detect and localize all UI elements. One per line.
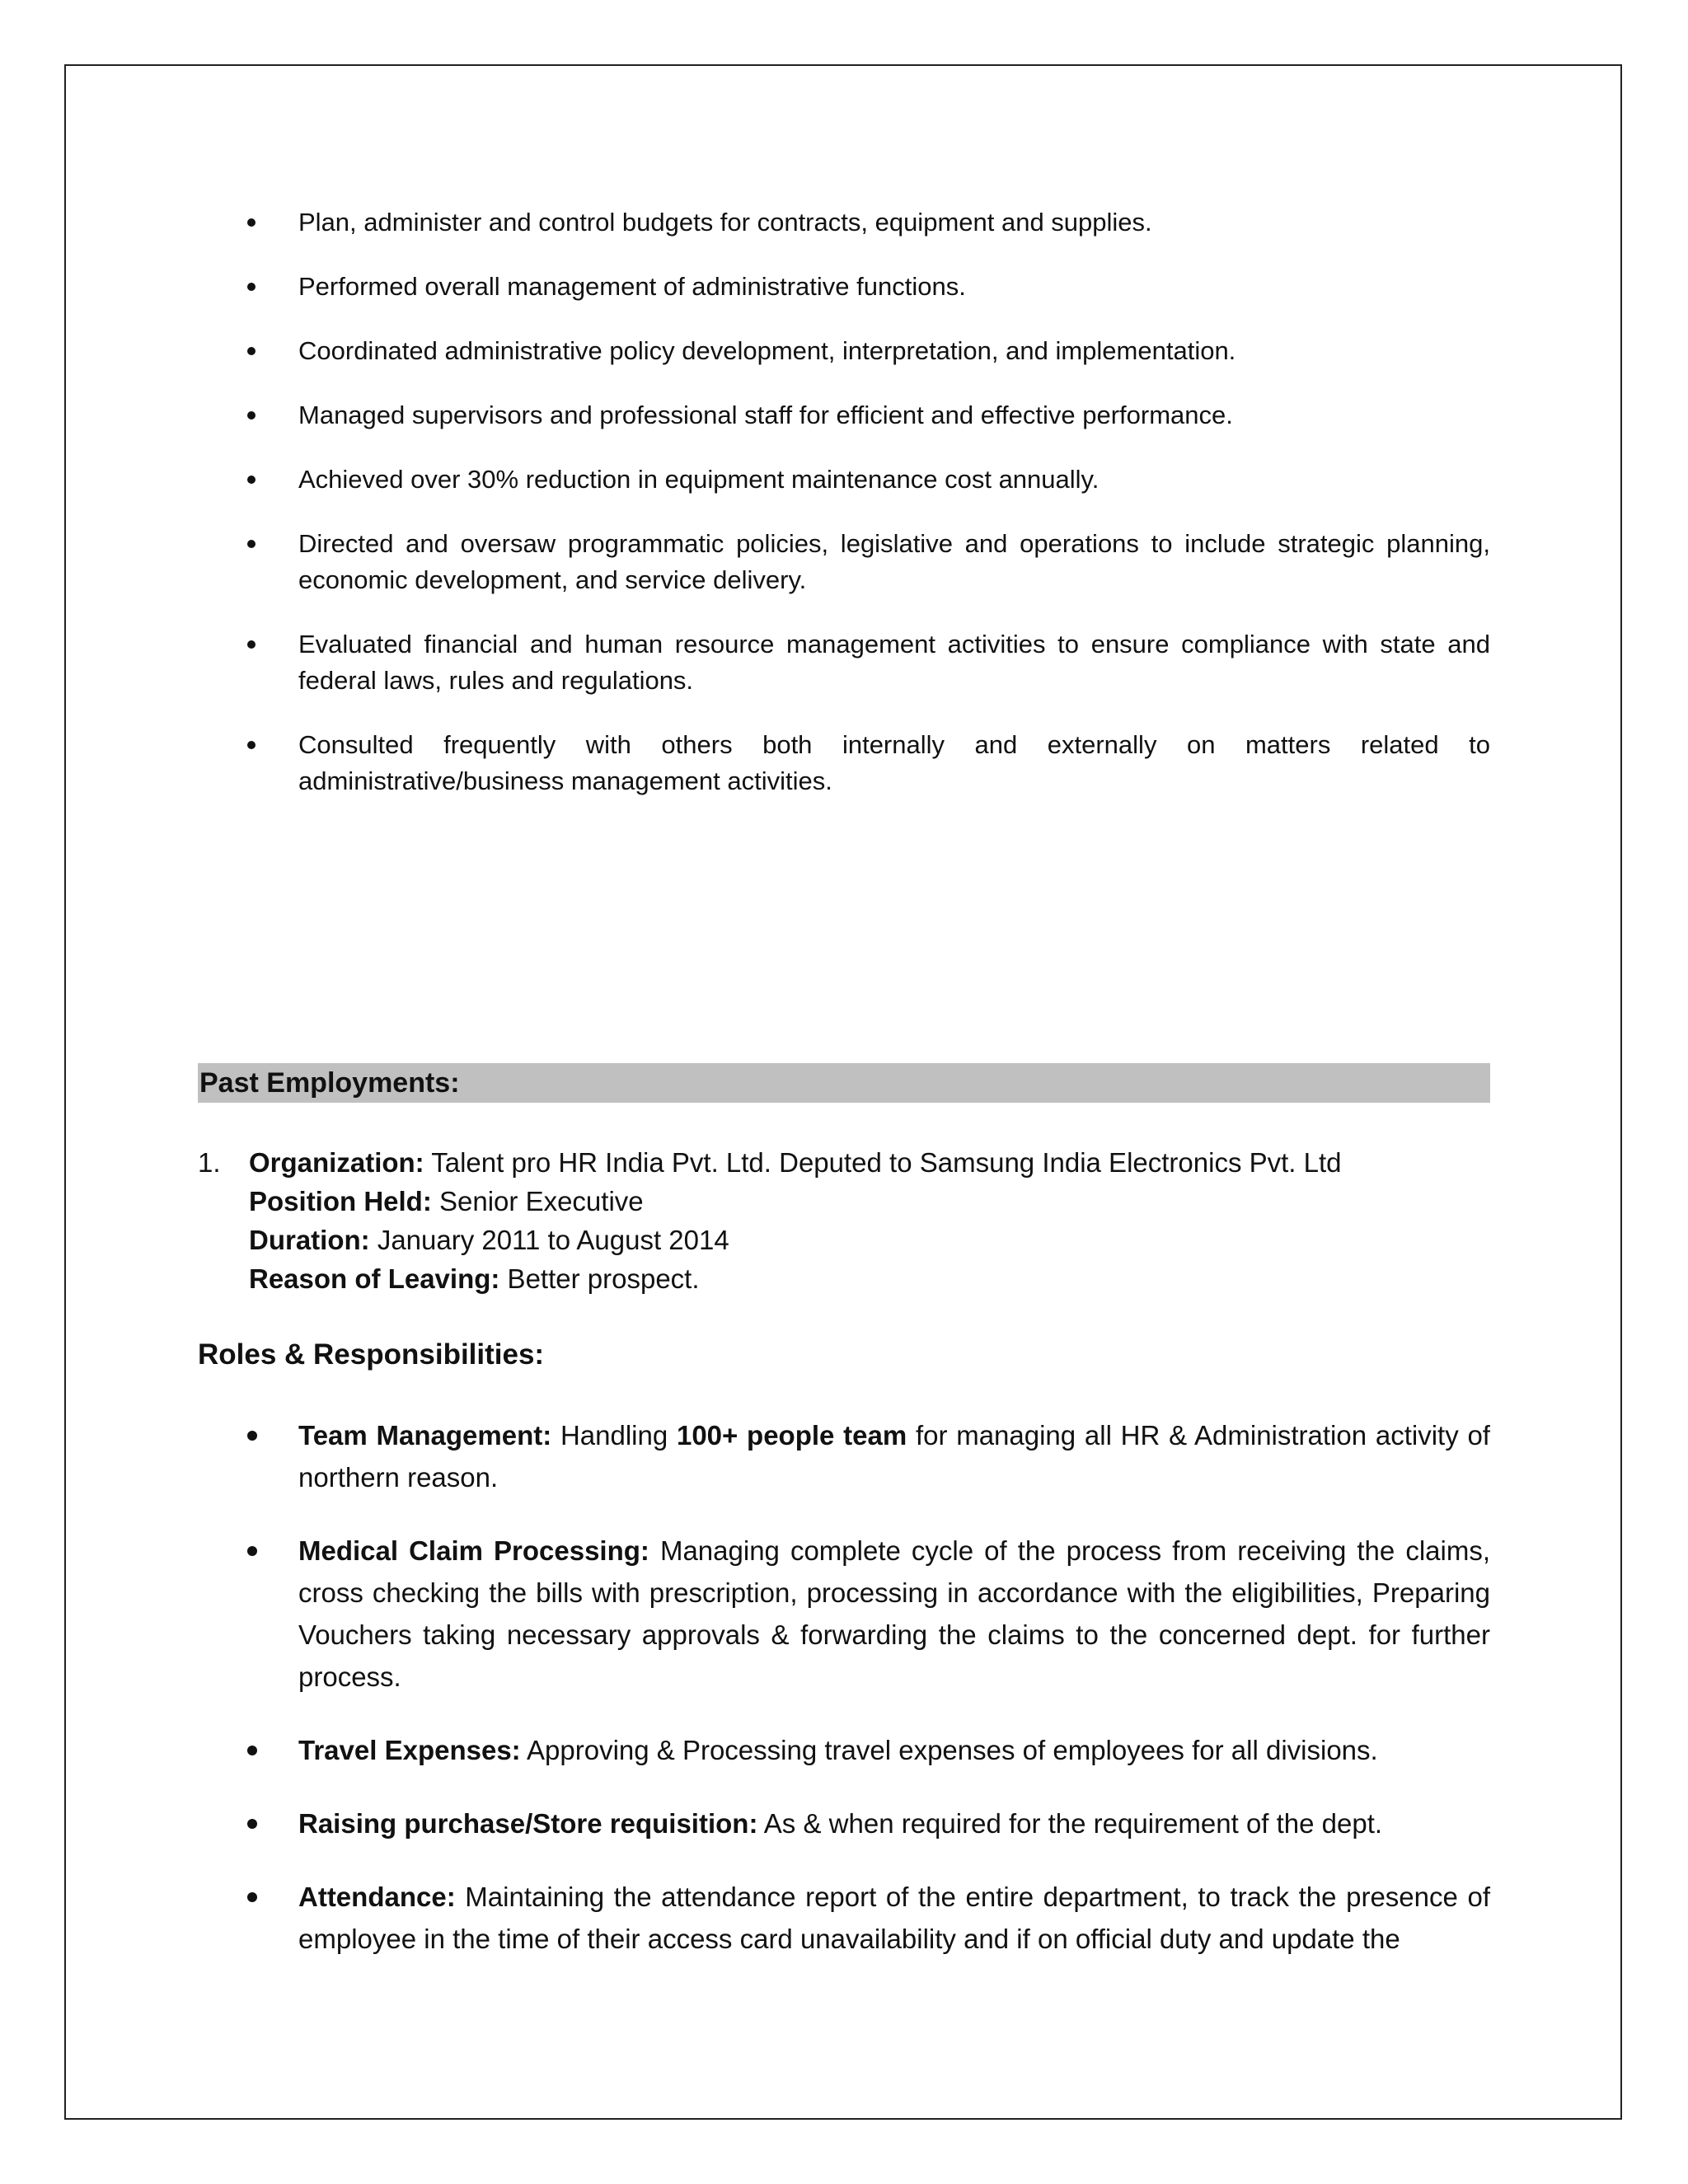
role-text: Handling xyxy=(551,1420,677,1451)
list-item xyxy=(247,1729,1490,1771)
role-label: Medical Claim Processing: xyxy=(298,1535,649,1566)
role-label: Team Management: xyxy=(298,1420,552,1451)
duration-value: January 2011 to August 2014 xyxy=(369,1225,729,1255)
reason-value: Better prospect. xyxy=(499,1263,700,1294)
list-item xyxy=(247,626,1490,699)
list-item xyxy=(247,727,1490,799)
list-item xyxy=(247,204,1490,241)
reason-line xyxy=(249,1259,1490,1298)
duration-label: Duration: xyxy=(249,1225,370,1255)
role-text: Managing complete cycle of the process from receiving the claims, cross checking the bills with prescription, processing in accordance with the eligibilities, Preparing Vouchers taking necessary approvals & forwarding the claims to the concerned dept. for further process. xyxy=(298,1535,1490,1692)
employment-entry xyxy=(198,1143,1490,1298)
bullet-text: Plan, administer and control budgets for contracts, equipment and supplies. xyxy=(298,208,1152,237)
list-item xyxy=(247,462,1490,498)
bullet-text: Consulted frequently with others both internally and externally on matters related to administrative/business management activities. xyxy=(298,730,1490,795)
list-item xyxy=(247,269,1490,305)
list-item xyxy=(247,333,1490,369)
list-item xyxy=(247,1876,1490,1960)
position-line xyxy=(249,1182,1490,1221)
role-text: Maintaining the attendance report of the entire department, to track the presence of employee in the time of their access card unavailability and if on official duty and update the xyxy=(298,1882,1490,1954)
entry-number: 1. xyxy=(198,1147,221,1178)
bullet-text: Managed supervisors and professional staff for efficient and effective performance. xyxy=(298,401,1233,429)
list-item xyxy=(247,1414,1490,1498)
bullet-text: Achieved over 30% reduction in equipment maintenance cost annually. xyxy=(298,465,1100,494)
role-label: Raising purchase/Store requisition: xyxy=(298,1808,758,1839)
role-label: Travel Expenses: xyxy=(298,1735,521,1765)
past-employments-heading-bar xyxy=(198,1063,1490,1103)
list-item xyxy=(247,397,1490,434)
list-item xyxy=(247,526,1490,598)
list-item xyxy=(247,1530,1490,1698)
bullet-text: Directed and oversaw programmatic policies, legislative and operations to include strategic planning, economic development, and service delivery. xyxy=(298,529,1490,594)
role-text: Approving & Processing travel expenses of employees for all divisions. xyxy=(520,1735,1378,1765)
past-employments-heading: Past Employments: xyxy=(199,1067,460,1099)
roles-heading: Roles & Responsibilities: xyxy=(198,1338,545,1371)
duration-line xyxy=(249,1221,1490,1259)
position-value: Senior Executive xyxy=(431,1186,644,1216)
role-text: for managing all HR & Administration activity of northern reason. xyxy=(298,1420,1490,1493)
role-text: As & when required for the requirement of the dept. xyxy=(757,1808,1383,1839)
roles-list xyxy=(247,1414,1490,1991)
role-label: Attendance: xyxy=(298,1882,456,1912)
achievements-list xyxy=(247,204,1490,827)
bullet-text: Evaluated financial and human resource management activities to ensure compliance with state and federal laws, rules and regulations. xyxy=(298,630,1490,695)
bullet-text: Coordinated administrative policy development, interpretation, and implementation. xyxy=(298,336,1236,365)
role-emphasis: 100+ people team xyxy=(676,1420,907,1451)
entry-details xyxy=(249,1143,1490,1298)
organization-label: Organization: xyxy=(249,1147,424,1178)
reason-label: Reason of Leaving: xyxy=(249,1263,500,1294)
position-label: Position Held: xyxy=(249,1186,432,1216)
list-item xyxy=(247,1802,1490,1844)
organization-value: Talent pro HR India Pvt. Ltd. Deputed to Samsung India Electronics Pvt. Ltd xyxy=(424,1147,1342,1178)
organization-line xyxy=(249,1143,1490,1182)
bullet-text: Performed overall management of administrative functions. xyxy=(298,272,966,301)
